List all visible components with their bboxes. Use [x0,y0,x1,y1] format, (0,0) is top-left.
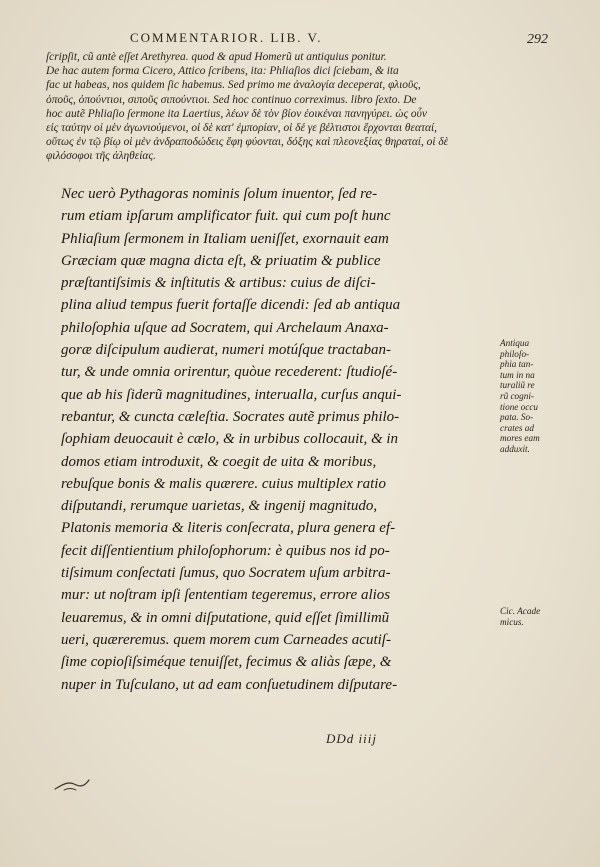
main-text-line: rebantur, & cuncta cæleſtia. Socrates autẽ primus philo- [61,408,400,425]
main-text-line: ſime copioſiſsiméque tenuiſſet, fecimus & aliàs ſæpe, & [61,654,392,671]
margin-note-line: crates ad [500,422,534,433]
margin-note-line: adduxit. [500,443,530,454]
main-text-line: Græciam quæ magna dicta eſt, & priuatim & publice [61,252,381,269]
main-text-line: que ab his ſiderũ magnitudines, interualla, curſus anqui- [61,386,402,403]
main-text-line: Nec uerò Pythagoras nominis ſolum inuentor, ſed re- [61,186,378,202]
commentary-note-block [46,50,546,164]
margin-note-cic-acade [500,606,572,627]
margin-note-line: micus. [500,616,524,627]
main-text-line: ſophiam deuocauit è cælo, & in urbibus collocauit, & in [61,431,399,448]
margin-note-line: Cic. Acade [500,606,541,616]
main-text-line: diſputandi, rerumque uarietas, & ingenij magnitudo, [61,498,378,515]
main-text-line: Phliaſium ſermonem in Italiam ueniſſet, exornauit eam [61,230,389,247]
main-text-line: fecit diſſentientium philoſophorum: è quibus nos id po- [61,542,390,559]
main-text-line: nuper in Tuſculano, ut ad eam conſuetudinem diſputare- [61,676,398,693]
note-line: φιλόσοφοι τῆς ἀληθείας. [46,150,156,163]
ink-flourish-icon [52,775,92,795]
margin-note-line: turaliũ re [500,380,535,391]
margin-note-line: mores eam [500,433,540,444]
margin-note-line: tione occu [500,401,539,412]
main-text-line: rebuſque bonis & malis quærere. cuius multiplex ratio [61,475,386,492]
note-line: ſcripſit, cũ antè eſſet Arethyrea. quod & apud Homerũ ut antiquius ponitur. [46,51,387,63]
main-text-line: tiſsimum conſectati ſumus, quo Socratem uſum arbitra- [61,565,391,582]
note-line: οὕτως ἐν τῷ βίῳ οἱ μὲν ἀνδραποδώδεις ἔφη φύονται, δόξης καὶ πλεονεξίας θηραταί, οἱ δὲ [46,136,449,149]
margin-note-line: rũ cogni- [500,390,534,401]
main-text-line: præſtantiſsimis & inſtitutis & artibus: cuius de diſci- [61,275,376,292]
main-text-line: goræ diſcipulum audierat, numeri motúſque tractaban- [61,342,391,359]
margin-note-line: phia tan- [500,359,534,370]
note-line: ὀποῦς, ὀπούντιοι, σιποῦς σιπούντιοι. Sed hoc continuo correximus. libro ſexto. De [46,93,417,106]
main-text-line: philoſophia uſque ad Socratem, qui Archelaum Anaxa- [61,319,389,336]
note-line: εἰς ταύτην οἱ μὲν ἀγωνιούμενοι, οἱ δὲ κατ' ἐμπορίαν, οἱ δέ γε βέλτιστοι ἔρχονται θεαταί, [46,122,438,135]
margin-note-line: tum in na [500,369,535,380]
margin-note-line: philoſo- [500,348,530,359]
main-text-line: ueri, quæreremus. quem morem cum Carneades acutiſ- [61,631,391,648]
note-line: De hac autem forma Cicero, Attico ſcribens, ita: Phliaſios dici ſciebam, & ita [46,65,399,78]
running-title: COMMENTARIOR. LIB. V. [130,30,323,45]
signature-mark: DDd iiij [326,731,377,746]
margin-note-line: Antiqua [500,338,530,348]
margin-note-line: pata. So- [500,412,534,423]
note-line: hoc autẽ Phliaſio ſermone ita Laertius, λέων δὲ τὸν βίον ἐοικέναι πανηγύρει. ὡς οὖν [46,107,427,120]
main-text-line: domos etiam introduxit, & coegit de uita & moribus, [61,453,377,470]
main-text-line: plina aliud tempus fuerit fortaſſe dicendi: ſed ab antiqua [61,297,401,314]
margin-note-antiqua [500,338,572,455]
main-text-line: rum etiam ipſarum amplificator fuit. qui cum poſt hunc [61,208,391,225]
main-text-line: mur: ut noſtram ipſi ſententiam tegeremus, errore alios [61,587,391,604]
note-line: fac ut habeas, nos quidem ſic habemus. Sed primo me ἀναλογία deceperat, φλιοῦς, [46,79,421,92]
main-text-line: leuaremus, & in omni diſputatione, quid eſſet ſimillimũ [61,609,390,626]
main-text-line: tur, & unde omnia orirentur, quòue recederent: ſtudioſé- [61,364,398,381]
page-number: 292 [527,32,548,47]
main-text-line: Platonis memoria & literis conſecrata, plura genera ef- [61,520,396,537]
main-text-block [61,183,501,696]
